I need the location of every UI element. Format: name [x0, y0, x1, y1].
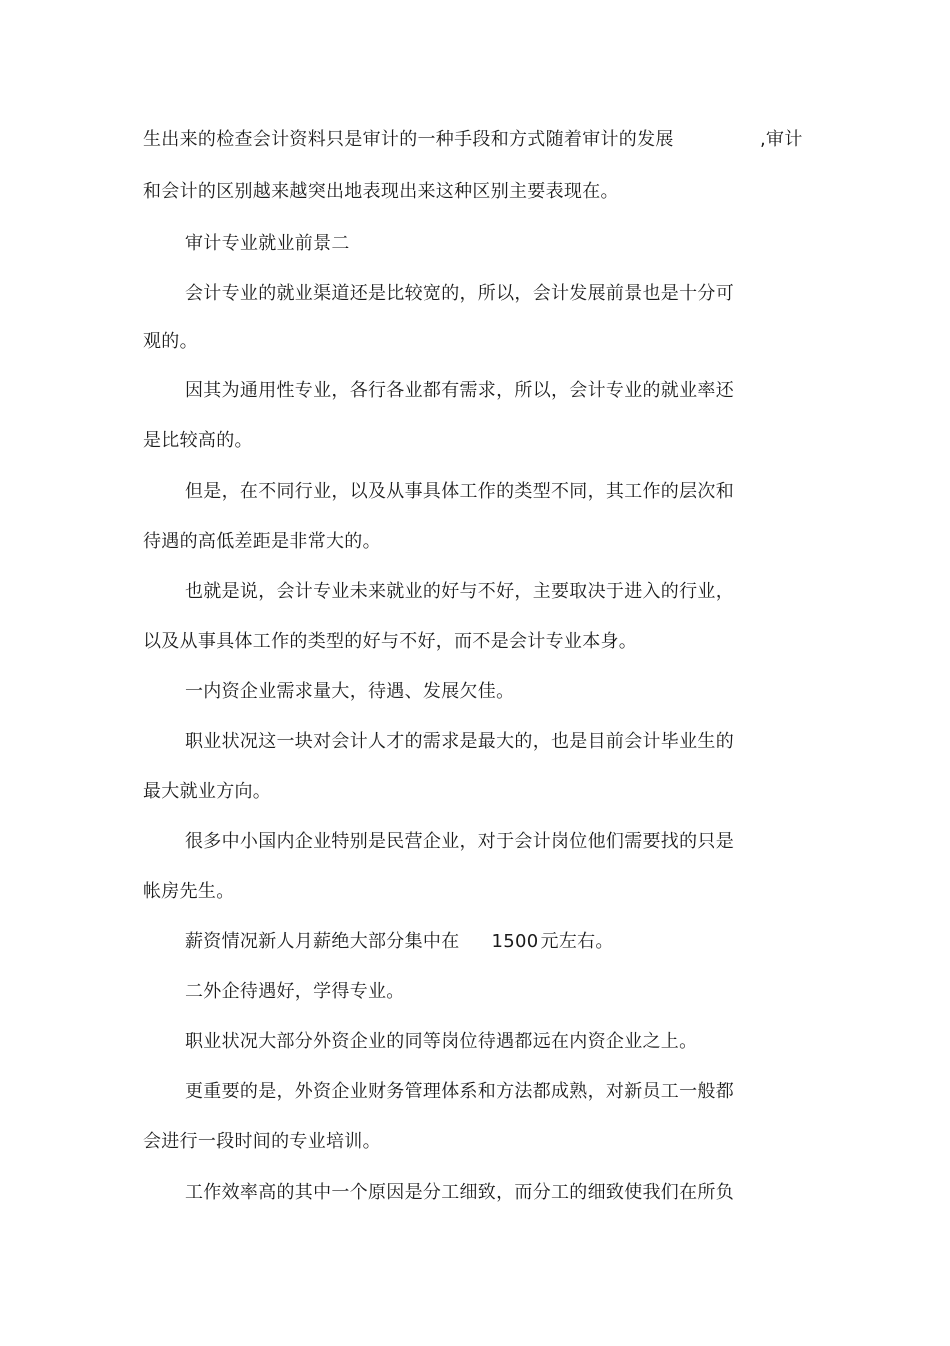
text-line	[185, 580, 734, 604]
text-line-tail	[760, 128, 803, 152]
line-text: 因其为通用性专业，各行各业都有需求，所以，会计专业的就业率还	[185, 380, 734, 401]
line-text: 职业状况这一块对会计人才的需求是最大的，也是目前会计毕业生的	[185, 731, 734, 752]
line-text: 帐房先生。	[143, 881, 235, 902]
text-line	[185, 980, 405, 1004]
line-text: 但是，在不同行业，以及从事具体工作的类型不同，其工作的层次和	[185, 481, 734, 502]
text-line	[185, 680, 514, 704]
text-line	[185, 480, 734, 504]
text-line	[143, 780, 271, 804]
line-text: 也就是说，会计专业未来就业的好与不好，主要取决于进入的行业，	[185, 581, 734, 602]
salary-number: 1500	[491, 931, 539, 952]
line-text: 以及从事具体工作的类型的好与不好，而不是会计专业本身。	[143, 631, 638, 652]
text-line	[143, 429, 253, 453]
line-text: 最大就业方向。	[143, 781, 272, 802]
text-line	[185, 1030, 697, 1054]
text-line	[185, 730, 734, 754]
section-heading	[185, 232, 350, 256]
line-text: 职业状况大部分外资企业的同等岗位待遇都远在内资企业之上。	[185, 1031, 698, 1052]
text-line	[143, 1130, 381, 1154]
line-text: 会进行一段时间的专业培训。	[143, 1131, 381, 1152]
line-text: 更重要的是，外资企业财务管理体系和方法都成熟，对新员工一般都	[185, 1081, 734, 1102]
line-suffix: 元左右。	[540, 931, 614, 952]
text-line	[143, 880, 235, 904]
line-text: 工作效率高的其中一个原因是分工细致，而分工的细致使我们在所负	[185, 1182, 734, 1203]
line-text: 很多中小国内企业特别是民营企业，对于会计岗位他们需要找的只是	[185, 831, 734, 852]
line-text: 和会计的区别越来越突出地表现出来这种区别主要表现在。	[143, 181, 619, 202]
text-line	[143, 128, 674, 152]
line-tail: ,审计	[760, 129, 803, 150]
line-text: 一内资企业需求量大，待遇、发展欠佳。	[185, 681, 515, 702]
text-line	[185, 379, 734, 403]
line-text: 是比较高的。	[143, 430, 253, 451]
text-line	[143, 180, 619, 204]
text-line	[185, 1080, 734, 1104]
text-line	[185, 830, 734, 854]
line-text: 生出来的检查会计资料只是审计的一种手段和方式随着审计的发展	[143, 129, 674, 150]
line-text: 薪资情况新人月薪绝大部分集中在	[185, 931, 460, 952]
line-text: 二外企待遇好，学得专业。	[185, 981, 405, 1002]
text-line	[143, 630, 637, 654]
line-text: 会计专业的就业渠道还是比较宽的，所以，会计发展前景也是十分可	[185, 283, 734, 304]
heading-text: 审计专业就业前景二	[185, 233, 350, 254]
line-text: 待遇的高低差距是非常大的。	[143, 531, 381, 552]
text-line	[143, 330, 198, 354]
text-line	[185, 282, 734, 306]
line-text: 观的。	[143, 331, 198, 352]
text-line	[185, 930, 614, 954]
text-line	[143, 530, 381, 554]
text-line	[185, 1181, 734, 1205]
